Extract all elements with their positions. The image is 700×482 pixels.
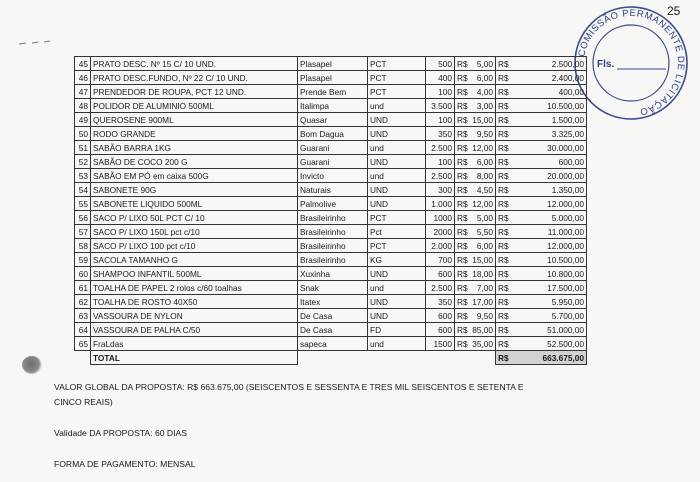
- item-description: SABÃO BARRA 1KG: [91, 141, 298, 155]
- item-total: 12.000,00: [511, 239, 587, 253]
- item-description: SHAMPOO INFANTIL 500ML: [91, 267, 298, 281]
- item-number: 50: [75, 127, 91, 141]
- item-quantity: 100: [426, 113, 455, 127]
- item-unit: und: [368, 281, 426, 295]
- item-number: 60: [75, 267, 91, 281]
- item-quantity: 350: [426, 127, 455, 141]
- item-brand: Brasileirinho: [298, 225, 368, 239]
- table-row: [75, 309, 587, 323]
- item-number: 48: [75, 99, 91, 113]
- item-total: 51.000,00: [511, 323, 587, 337]
- unit-price-currency: R$: [455, 197, 469, 211]
- table-row: [75, 281, 587, 295]
- item-total: 1.500,00: [511, 113, 587, 127]
- table-row: [75, 57, 587, 71]
- unit-price-currency: R$: [455, 127, 469, 141]
- unit-price-currency: R$: [455, 57, 469, 71]
- item-number: 55: [75, 197, 91, 211]
- item-brand: Palmolive: [298, 197, 368, 211]
- item-brand: sapeca: [298, 337, 368, 351]
- item-number: 61: [75, 281, 91, 295]
- item-total: 30.000,00: [511, 141, 587, 155]
- table-row: [75, 169, 587, 183]
- item-quantity: 600: [426, 309, 455, 323]
- unit-price: 85,00: [469, 323, 496, 337]
- item-unit: UND: [368, 267, 426, 281]
- unit-price: 6,00: [469, 155, 496, 169]
- item-description: SABONETE 90G: [91, 183, 298, 197]
- item-total: 11.000,00: [511, 225, 587, 239]
- item-brand: Xuxinha: [298, 267, 368, 281]
- table-row: [75, 155, 587, 169]
- item-total: 3.325,00: [511, 127, 587, 141]
- item-quantity: 2.500: [426, 281, 455, 295]
- table-row: [75, 71, 587, 85]
- unit-price-currency: R$: [455, 169, 469, 183]
- table-row: [75, 141, 587, 155]
- item-unit: UND: [368, 295, 426, 309]
- validity-text: Validade DA PROPOSTA: 60 DIAS: [54, 428, 187, 438]
- unit-price-currency: R$: [455, 99, 469, 113]
- total-currency: R$: [496, 253, 511, 267]
- item-quantity: 2.500: [426, 169, 455, 183]
- table-row: [75, 239, 587, 253]
- item-brand: Snak: [298, 281, 368, 295]
- item-total: 5.000,00: [511, 211, 587, 225]
- item-description: SACOLA TAMANHO G: [91, 253, 298, 267]
- item-quantity: 100: [426, 85, 455, 99]
- total-currency: R$: [496, 183, 511, 197]
- item-total: 1.350,00: [511, 183, 587, 197]
- total-currency: R$: [496, 337, 511, 351]
- unit-price: 12,00: [469, 197, 496, 211]
- item-total: 20.000,00: [511, 169, 587, 183]
- item-unit: und: [368, 141, 426, 155]
- item-number: 49: [75, 113, 91, 127]
- item-brand: Guarani: [298, 155, 368, 169]
- item-quantity: 2.000: [426, 239, 455, 253]
- stamp-ring-text: COMISSÃO PERMANENTE DE LICITAÇÃO: [576, 7, 687, 118]
- unit-price-currency: R$: [455, 141, 469, 155]
- unit-price-currency: R$: [455, 239, 469, 253]
- item-total: 52.500,00: [511, 337, 587, 351]
- item-description: SABONETE LIQUIDO 500ML: [91, 197, 298, 211]
- item-unit: und: [368, 99, 426, 113]
- item-unit: PCT: [368, 211, 426, 225]
- item-quantity: 100: [426, 155, 455, 169]
- item-description: SACO P/ LIXO 150L pct c/10: [91, 225, 298, 239]
- item-total: 5.700,00: [511, 309, 587, 323]
- item-number: 53: [75, 169, 91, 183]
- unit-price-currency: R$: [455, 281, 469, 295]
- table-row: [75, 127, 587, 141]
- unit-price-currency: R$: [455, 71, 469, 85]
- table-row: [75, 253, 587, 267]
- item-total: 10.500,00: [511, 253, 587, 267]
- unit-price-currency: R$: [455, 337, 469, 351]
- item-quantity: 400: [426, 71, 455, 85]
- table-row: [75, 211, 587, 225]
- total-currency: R$: [496, 141, 511, 155]
- item-brand: Guarani: [298, 141, 368, 155]
- item-quantity: 600: [426, 323, 455, 337]
- item-number: 65: [75, 337, 91, 351]
- item-description: PRENDEDOR DE ROUPA, PCT 12 UND.: [91, 85, 298, 99]
- item-number: 64: [75, 323, 91, 337]
- unit-price: 9,50: [469, 309, 496, 323]
- stamp-fls-label: Fls.: [597, 59, 615, 70]
- total-currency: R$: [496, 323, 511, 337]
- item-description: RODO GRANDE: [91, 127, 298, 141]
- item-description: VASSOURA DE PALHA C/50: [91, 323, 298, 337]
- item-number: 63: [75, 309, 91, 323]
- item-description: SABÃO DE COCO 200 G: [91, 155, 298, 169]
- unit-price: 3,00: [469, 99, 496, 113]
- item-number: 46: [75, 71, 91, 85]
- unit-price: 9,50: [469, 127, 496, 141]
- item-brand: Brasileirinho: [298, 253, 368, 267]
- unit-price: 17,00: [469, 295, 496, 309]
- item-unit: und: [368, 169, 426, 183]
- total-value: 663.675,00: [511, 351, 587, 365]
- item-quantity: 2.500: [426, 141, 455, 155]
- item-quantity: 2000: [426, 225, 455, 239]
- item-unit: und: [368, 337, 426, 351]
- item-number: 52: [75, 155, 91, 169]
- item-brand: Brasileirinho: [298, 239, 368, 253]
- item-quantity: 500: [426, 57, 455, 71]
- item-unit: UND: [368, 155, 426, 169]
- table-row: [75, 197, 587, 211]
- item-brand: Italimpa: [298, 99, 368, 113]
- total-currency: R$: [496, 281, 511, 295]
- unit-price-currency: R$: [455, 253, 469, 267]
- item-quantity: 1000: [426, 211, 455, 225]
- table-row: [75, 225, 587, 239]
- total-currency: R$: [496, 99, 511, 113]
- unit-price-currency: R$: [455, 85, 469, 99]
- item-description: TOALHA DE PAPEL 2 rolos c/60 toalhas: [91, 281, 298, 295]
- item-unit: UND: [368, 183, 426, 197]
- total-currency: R$: [496, 113, 511, 127]
- page-number: 25: [667, 4, 681, 18]
- item-quantity: 350: [426, 295, 455, 309]
- unit-price: 12,00: [469, 141, 496, 155]
- item-brand: Invicto: [298, 169, 368, 183]
- total-currency: R$: [496, 239, 511, 253]
- item-number: 45: [75, 57, 91, 71]
- item-brand: Plasapel: [298, 57, 368, 71]
- item-quantity: 1.000: [426, 197, 455, 211]
- table-row: [75, 295, 587, 309]
- items-table: [74, 56, 587, 365]
- item-description: PRATO DESC.FUNDO, Nº 22 C/ 10 UND.: [91, 71, 298, 85]
- table-row: [75, 337, 587, 351]
- unit-price: 18,00: [469, 267, 496, 281]
- unit-price: 4,00: [469, 85, 496, 99]
- unit-price: 4,50: [469, 183, 496, 197]
- item-brand: Plasapel: [298, 71, 368, 85]
- item-quantity: 1500: [426, 337, 455, 351]
- total-currency: R$: [496, 197, 511, 211]
- item-unit: KG: [368, 253, 426, 267]
- pen-mark: [18, 40, 52, 46]
- item-number: 62: [75, 295, 91, 309]
- item-total: 12.000,00: [511, 197, 587, 211]
- item-brand: Naturais: [298, 183, 368, 197]
- item-unit: Pct: [368, 225, 426, 239]
- unit-price: 15,00: [469, 113, 496, 127]
- unit-price: 6,00: [469, 239, 496, 253]
- item-unit: PCT: [368, 57, 426, 71]
- unit-price: 15,00: [469, 253, 496, 267]
- unit-price-currency: R$: [455, 309, 469, 323]
- item-brand: De Casa: [298, 323, 368, 337]
- unit-price: 8,00: [469, 169, 496, 183]
- unit-price-currency: R$: [455, 183, 469, 197]
- total-currency: R$: [496, 351, 511, 365]
- total-label: TOTAL: [91, 351, 298, 365]
- unit-price: 6,00: [469, 71, 496, 85]
- total-currency: R$: [496, 267, 511, 281]
- item-total: 2.500,00: [511, 57, 587, 71]
- item-quantity: 300: [426, 183, 455, 197]
- total-currency: R$: [496, 155, 511, 169]
- unit-price-currency: R$: [455, 225, 469, 239]
- total-currency: R$: [496, 309, 511, 323]
- item-brand: De Casa: [298, 309, 368, 323]
- table-row: [75, 183, 587, 197]
- table-row: [75, 267, 587, 281]
- item-description: SABÃO EM PÓ em caixa 500G: [91, 169, 298, 183]
- total-currency: R$: [496, 169, 511, 183]
- item-brand: Prende Bem: [298, 85, 368, 99]
- item-number: 57: [75, 225, 91, 239]
- unit-price: 7,00: [469, 281, 496, 295]
- item-unit: UND: [368, 113, 426, 127]
- item-quantity: 600: [426, 267, 455, 281]
- commission-stamp: [572, 4, 690, 122]
- unit-price-currency: R$: [455, 113, 469, 127]
- total-currency: R$: [496, 85, 511, 99]
- total-currency: R$: [496, 211, 511, 225]
- item-number: 54: [75, 183, 91, 197]
- unit-price-currency: R$: [455, 155, 469, 169]
- item-unit: PCT: [368, 85, 426, 99]
- item-description: POLIDOR DE ALUMINIO 500ML: [91, 99, 298, 113]
- total-currency: R$: [496, 225, 511, 239]
- unit-price-currency: R$: [455, 267, 469, 281]
- unit-price-currency: R$: [455, 211, 469, 225]
- item-description: FraLdas: [91, 337, 298, 351]
- item-brand: Itatex: [298, 295, 368, 309]
- table-row: [75, 113, 587, 127]
- item-total: 10.800,00: [511, 267, 587, 281]
- item-unit: UND: [368, 127, 426, 141]
- table-row: [75, 85, 587, 99]
- unit-price: 5,00: [469, 211, 496, 225]
- unit-price: 5,00: [469, 57, 496, 71]
- item-unit: PCT: [368, 71, 426, 85]
- total-currency: R$: [496, 127, 511, 141]
- item-total: 17.500,00: [511, 281, 587, 295]
- total-currency: R$: [496, 57, 511, 71]
- item-description: SACO P/ LIXO 50L PCT C/ 10: [91, 211, 298, 225]
- table-row: [75, 323, 587, 337]
- table-row: [75, 99, 587, 113]
- total-row: [75, 351, 587, 365]
- item-brand: Brasileirinho: [298, 211, 368, 225]
- unit-price-currency: R$: [455, 323, 469, 337]
- item-brand: Quasar: [298, 113, 368, 127]
- unit-price: 5,50: [469, 225, 496, 239]
- punch-hole-mark: [22, 356, 42, 374]
- item-unit: UND: [368, 309, 426, 323]
- item-total: 10.500,00: [511, 99, 587, 113]
- item-total: 2.400,00: [511, 71, 587, 85]
- total-currency: R$: [496, 71, 511, 85]
- item-number: 58: [75, 239, 91, 253]
- item-unit: UND: [368, 197, 426, 211]
- global-value-text: VALOR GLOBAL DA PROPOSTA: R$ 663.675,00 (SEISCENTOS E SESSENTA E TRES MIL SEISCENTOS E SETENTA E CINCO REAIS): [54, 382, 524, 407]
- total-currency: R$: [496, 295, 511, 309]
- item-unit: PCT: [368, 239, 426, 253]
- item-brand: Bom Dagua: [298, 127, 368, 141]
- item-description: PRATO DESC. Nº 15 C/ 10 UND.: [91, 57, 298, 71]
- item-number: 56: [75, 211, 91, 225]
- item-quantity: 3.500: [426, 99, 455, 113]
- item-quantity: 700: [426, 253, 455, 267]
- unit-price-currency: R$: [455, 295, 469, 309]
- item-number: 59: [75, 253, 91, 267]
- item-description: QUEROSENE 900ML: [91, 113, 298, 127]
- item-description: SACO P/ LIXO 100 pct c/10: [91, 239, 298, 253]
- unit-price: 35,00: [469, 337, 496, 351]
- item-number: 47: [75, 85, 91, 99]
- items-table-body: [75, 57, 587, 351]
- payment-text: FORMA DE PAGAMENTO: MENSAL: [54, 459, 196, 469]
- item-number: 51: [75, 141, 91, 155]
- item-unit: FD: [368, 323, 426, 337]
- item-total: 5.950,00: [511, 295, 587, 309]
- item-description: TOALHA DE ROSTO 40X50: [91, 295, 298, 309]
- item-total: 600,00: [511, 155, 587, 169]
- item-description: VASSOURA DE NYLON: [91, 309, 298, 323]
- item-total: 400,00: [511, 85, 587, 99]
